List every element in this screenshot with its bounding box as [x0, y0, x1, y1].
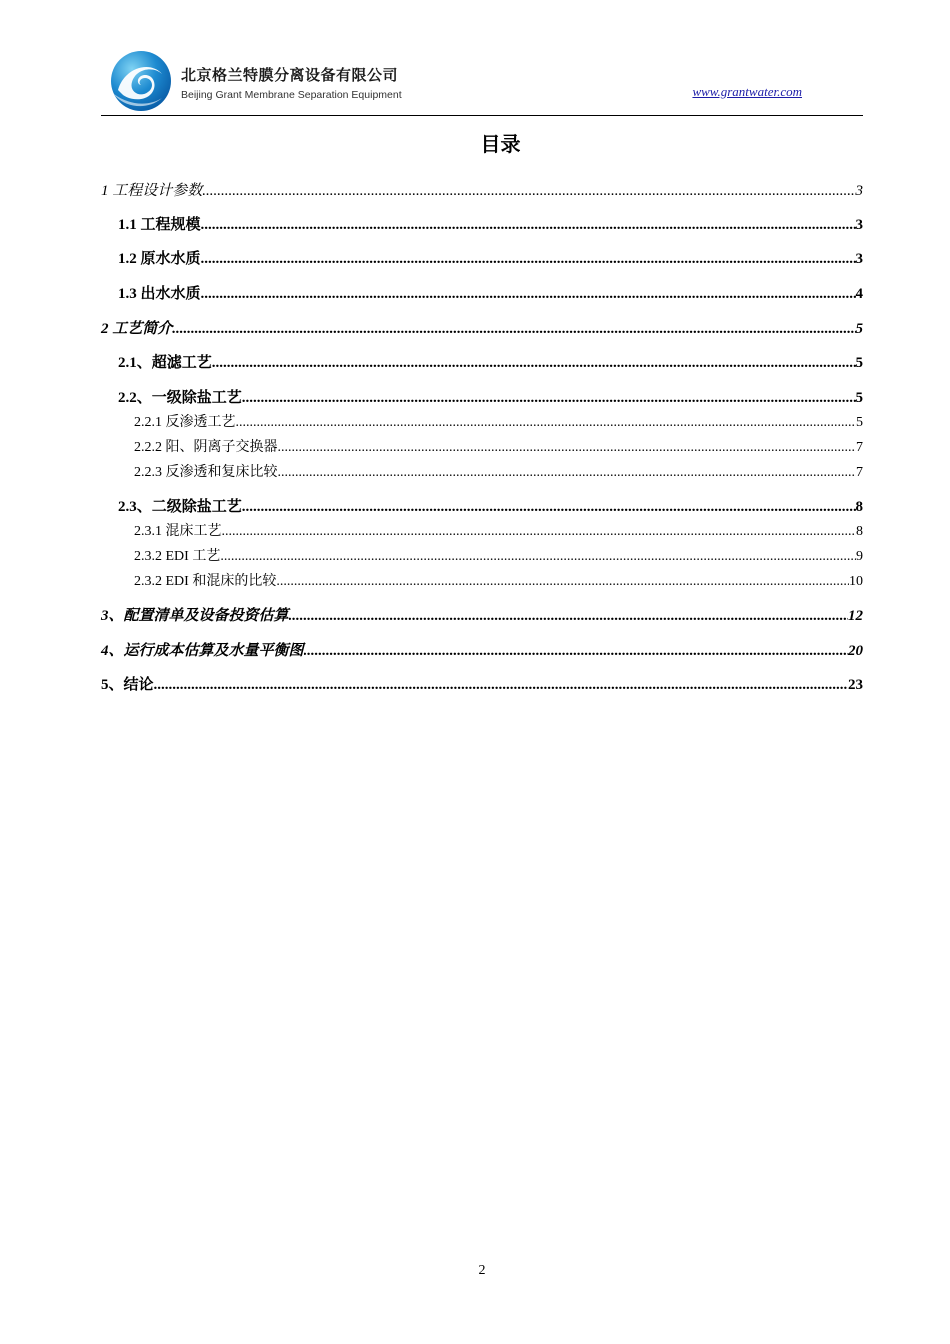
toc-leader-dots: [278, 440, 857, 456]
toc-entry-page: 3: [855, 183, 863, 199]
company-name: [181, 64, 402, 101]
toc-entry-label: 2.2、一级除盐工艺: [118, 390, 242, 406]
toc-entry-label: 4、运行成本估算及水量平衡图: [101, 643, 304, 659]
toc-entry-page: 3: [855, 217, 863, 233]
toc-leader-dots: [289, 608, 848, 625]
toc-entry-label: 2.1、超滤工艺: [118, 355, 212, 371]
toc-entry-label: 2.2.1 反渗透工艺: [134, 415, 236, 430]
toc-entry-page: 23: [848, 677, 863, 693]
toc-entry[interactable]: [118, 213, 863, 234]
toc-leader-dots: [202, 183, 855, 200]
toc-entry[interactable]: [101, 673, 863, 694]
toc-leader-dots: [242, 390, 856, 407]
company-name-en: Beijing Grant Membrane Separation Equipment: [181, 89, 402, 101]
toc-title: 目录: [480, 132, 521, 156]
toc-leader-dots: [201, 217, 856, 234]
toc-entry-label: 3、配置清单及设备投资估算: [101, 608, 289, 624]
toc-leader-dots: [172, 321, 855, 338]
toc-entry-page: 5: [856, 415, 863, 430]
toc-entry[interactable]: [101, 179, 863, 200]
toc-entry-page: 5: [855, 390, 863, 406]
toc-entry-page: 20: [848, 643, 863, 659]
page-header: [0, 0, 950, 118]
toc-entry[interactable]: [118, 247, 863, 268]
toc-leader-dots: [201, 251, 856, 268]
toc-leader-dots: [154, 677, 848, 694]
swirl-wave-logo-icon: [110, 50, 172, 112]
toc-leader-dots: [242, 499, 856, 516]
company-name-cn: 北京格兰特膜分离设备有限公司: [181, 66, 399, 84]
toc-entry-page: 5: [855, 321, 863, 337]
toc-entry[interactable]: [101, 604, 863, 625]
toc-entry-label: 2.2.3 反渗透和复床比较: [134, 465, 278, 480]
toc-entry-label: 1.2 原水水质: [118, 251, 201, 267]
toc-entry-label: 2.2.2 阳、阴离子交换器: [134, 440, 278, 455]
toc-leader-dots: [236, 415, 857, 431]
toc-leader-dots: [276, 574, 849, 590]
toc-entry[interactable]: [118, 282, 863, 303]
toc-entry[interactable]: [118, 351, 863, 372]
toc-entry[interactable]: [134, 545, 863, 565]
toc-entry-label: 2 工艺简介: [101, 321, 173, 337]
toc-entry-label: 5、结论: [101, 677, 154, 693]
toc-entry[interactable]: [118, 495, 863, 516]
toc-entry[interactable]: [134, 570, 863, 590]
toc-entry[interactable]: [118, 386, 863, 407]
toc-entry-label: 2.3.1 混床工艺: [134, 524, 222, 539]
toc-leader-dots: [201, 286, 856, 303]
toc-entry[interactable]: [134, 520, 863, 540]
page-number: 2: [478, 1263, 486, 1278]
toc-entry[interactable]: [101, 639, 863, 660]
toc-entry-label: 2.3、二级除盐工艺: [118, 499, 242, 515]
toc-entry-page: 8: [855, 499, 863, 515]
toc-entry-page: 8: [856, 524, 863, 539]
toc-entry-page: 9: [856, 549, 863, 564]
toc-entry-label: 2.3.2 EDI 和混床的比较: [134, 574, 277, 589]
toc-entry[interactable]: [134, 436, 863, 456]
toc-entry-page: 4: [855, 286, 863, 302]
toc-entry-page: 10: [849, 574, 863, 589]
toc-entry-label: 1.1 工程规模: [118, 217, 201, 233]
toc-entry-page: 5: [855, 355, 863, 371]
toc-leader-dots: [220, 549, 856, 565]
toc-leader-dots: [212, 355, 856, 372]
toc-entry-page: 7: [856, 440, 863, 455]
toc-entry-page: 3: [855, 251, 863, 267]
header-divider: [101, 115, 863, 116]
website-link[interactable]: www.grantwater.com: [692, 84, 802, 99]
toc-entry[interactable]: [101, 317, 863, 338]
toc-entry-label: 2.3.2 EDI 工艺: [134, 549, 221, 564]
toc-leader-dots: [278, 465, 857, 481]
toc-entry-label: 1.3 出水水质: [118, 286, 201, 302]
toc-leader-dots: [222, 524, 857, 540]
toc-entry-page: 7: [856, 465, 863, 480]
toc-entry[interactable]: [134, 461, 863, 481]
toc-entry[interactable]: [134, 411, 863, 431]
toc-entry-label: 1 工程设计参数: [101, 183, 203, 199]
toc-entry-page: 12: [848, 608, 863, 624]
toc-leader-dots: [304, 643, 848, 660]
